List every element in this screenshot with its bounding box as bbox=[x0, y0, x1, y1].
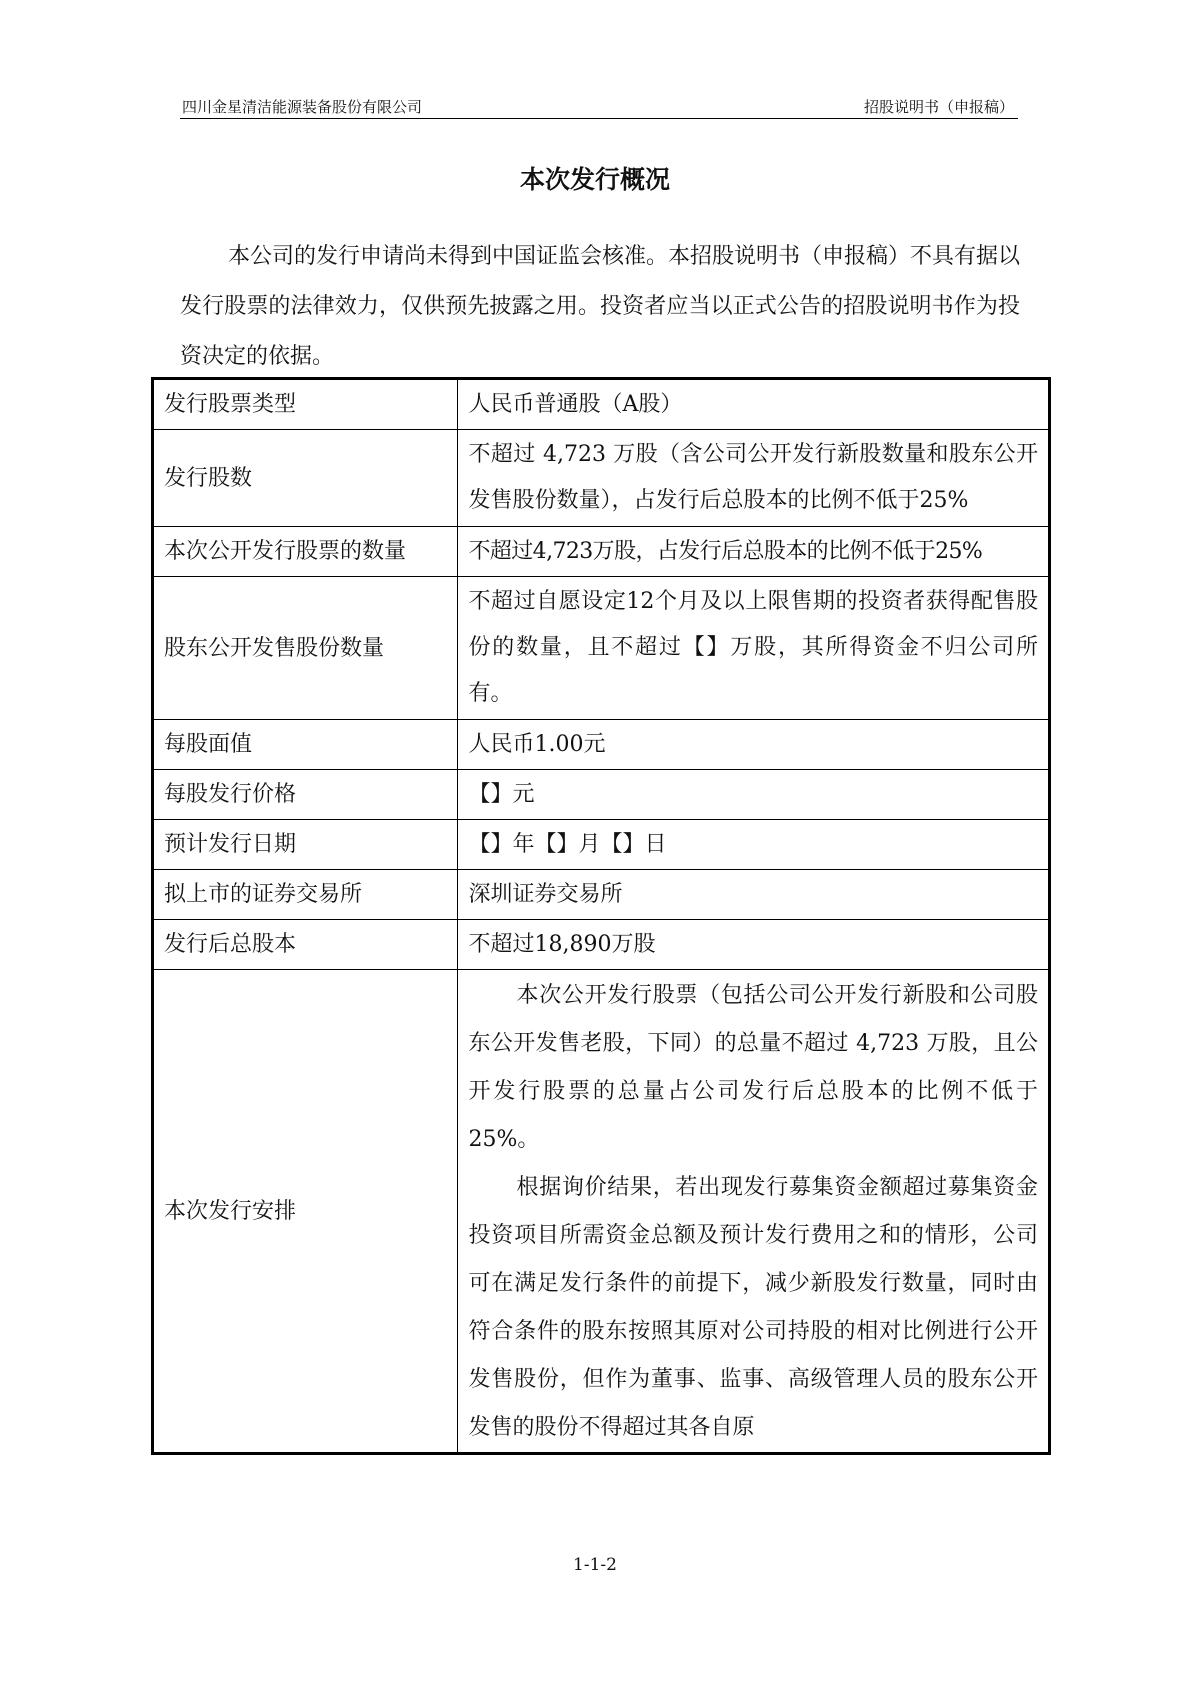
intro-paragraph: 本公司的发行申请尚未得到中国证监会核准。本招股说明书（申报稿）不具有据以发行股票的法律效力，仅供预先披露之用。投资者应当以正式公告的招股说明书作为投资决定的依据。 bbox=[180, 244, 1021, 369]
page-title: 本次发行概况 bbox=[519, 165, 670, 194]
row-value-public-offering-quantity: 不超过4,723万股，占发行后总股本的比例不低于25% bbox=[458, 527, 1050, 577]
row-label-issue-date: 预计发行日期 bbox=[153, 820, 458, 870]
row-value-shareholder-sale-quantity: 不超过自愿设定12个月及以上限售期的投资者获得配售股份的数量，且不超过【】万股，其所得资金不归公司所有。 bbox=[458, 577, 1050, 720]
header-company-name: 四川金星清洁能源装备股份有限公司 bbox=[182, 98, 423, 116]
row-label-stock-exchange: 拟上市的证券交易所 bbox=[153, 870, 458, 920]
table-row bbox=[153, 430, 1050, 527]
page-number: 1-1-2 bbox=[573, 1555, 617, 1575]
table-row bbox=[153, 770, 1050, 820]
row-label-public-offering-quantity: 本次公开发行股票的数量 bbox=[153, 527, 458, 577]
row-label-share-count: 发行股数 bbox=[153, 430, 458, 527]
table-row bbox=[153, 820, 1050, 870]
row-label-total-shares-after: 发行后总股本 bbox=[153, 920, 458, 970]
table-row bbox=[153, 870, 1050, 920]
row-value-par-value: 人民币1.00元 bbox=[458, 720, 1050, 770]
row-value-stock-type: 人民币普通股（A股） bbox=[458, 379, 1050, 430]
issuance-overview-table bbox=[151, 377, 1051, 1455]
row-label-issue-price: 每股发行价格 bbox=[153, 770, 458, 820]
row-value-issue-date: 【】年【】月【】日 bbox=[458, 820, 1050, 870]
table-row bbox=[153, 920, 1050, 970]
row-label-stock-type: 发行股票类型 bbox=[153, 379, 458, 430]
arrangement-paragraph-2: 根据询价结果，若出现发行募集资金额超过募集资金投资项目所需资金总额及预计发行费用之和的情形，公司可在满足发行条件的前提下，减少新股发行数量，同时由符合条件的股东按照其原对公司持股的相对比例进行公开发售股份，但作为董事、监事、高级管理人员的股东公开发售的股份不得超过其各自原 bbox=[468, 1175, 1038, 1440]
table-row bbox=[153, 577, 1050, 720]
table-row bbox=[153, 379, 1050, 430]
table-row bbox=[153, 527, 1050, 577]
page-header bbox=[180, 96, 1018, 119]
arrangement-paragraph-1: 本次公开发行股票（包括公司公开发行新股和公司股东公开发售老股，下同）的总量不超过 4,723 万股，且公开发行股票的总量占公司发行后总股本的比例不低于25%。 bbox=[468, 983, 1038, 1152]
row-label-shareholder-sale-quantity: 股东公开发售股份数量 bbox=[153, 577, 458, 720]
row-value-stock-exchange: 深圳证券交易所 bbox=[458, 870, 1050, 920]
row-value-arrangement bbox=[458, 970, 1050, 1454]
table-row bbox=[153, 970, 1050, 1454]
row-label-arrangement: 本次发行安排 bbox=[153, 970, 458, 1454]
header-document-type: 招股说明书（申报稿） bbox=[863, 98, 1014, 116]
row-value-share-count: 不超过 4,723 万股（含公司公开发行新股数量和股东公开发售股份数量），占发行后总股本的比例不低于25% bbox=[458, 430, 1050, 527]
row-value-total-shares-after: 不超过18,890万股 bbox=[458, 920, 1050, 970]
row-label-par-value: 每股面值 bbox=[153, 720, 458, 770]
row-value-issue-price: 【】元 bbox=[458, 770, 1050, 820]
table-row bbox=[153, 720, 1050, 770]
